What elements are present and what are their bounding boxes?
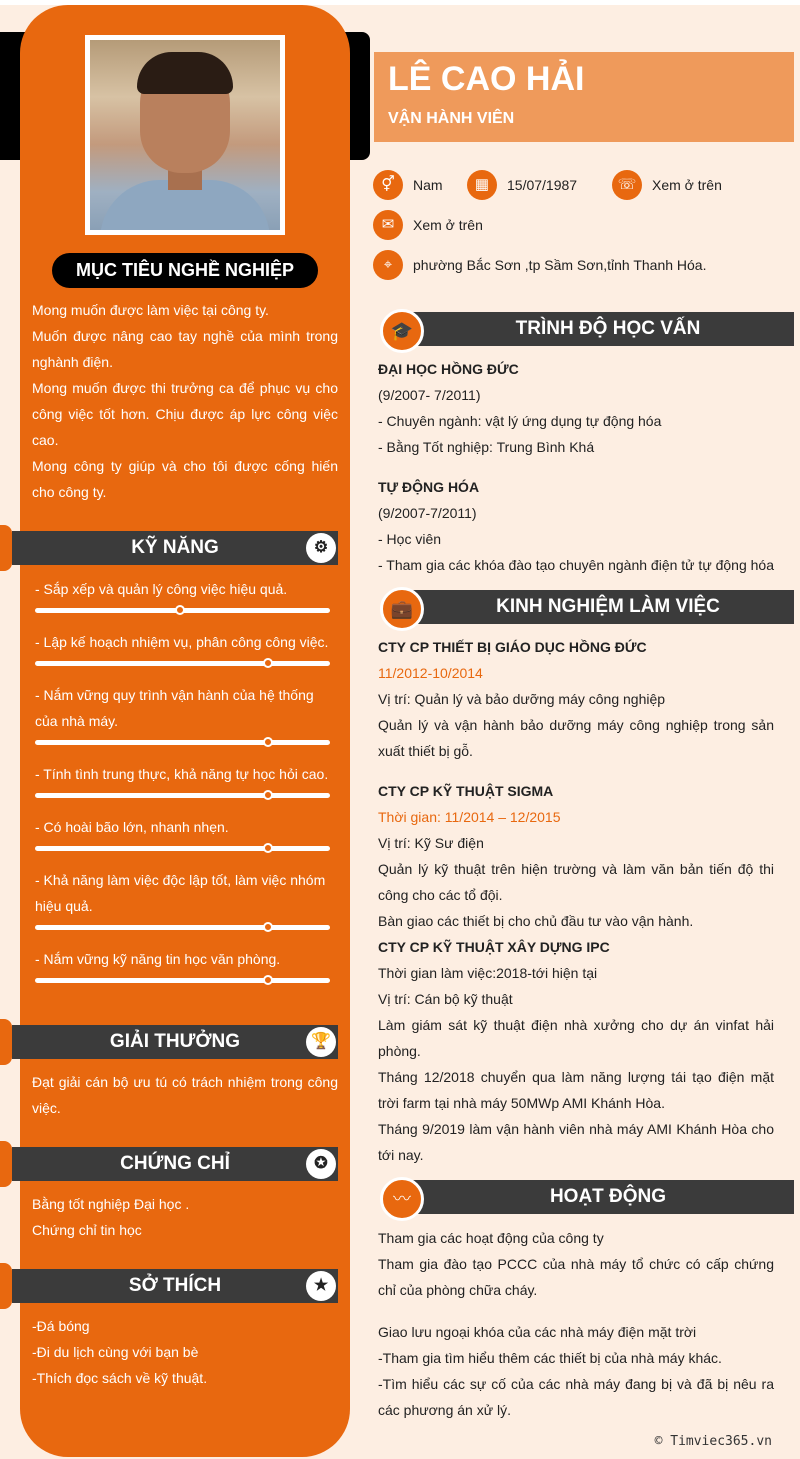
job-description: Bàn giao các thiết bị cho chủ đầu tư vào vận hành. bbox=[378, 913, 694, 929]
job-description: Quản lý kỹ thuật trên hiện trường và làm văn bản tiến độ thi công cho các tổ đội. bbox=[378, 861, 774, 903]
activity-line: -Tìm hiểu các sự cố của các nhà máy đang bị và đã bị nêu ra các phương án xử lý. bbox=[378, 1376, 774, 1418]
star-icon: ★ bbox=[306, 1271, 336, 1301]
dob-info bbox=[467, 170, 577, 200]
skills-title: KỸ NĂNG bbox=[131, 537, 219, 558]
mail-icon: ✉ bbox=[373, 210, 403, 240]
activity-line: Tham gia các hoạt động của công ty bbox=[378, 1230, 604, 1246]
school-name: ĐẠI HỌC HỒNG ĐỨC bbox=[378, 361, 519, 377]
skill-bar bbox=[35, 925, 330, 930]
phone-icon: ☏ bbox=[612, 170, 642, 200]
skill-item: - Có hoài bão lớn, nhanh nhẹn. bbox=[35, 819, 229, 835]
skill-item: - Nắm vững quy trình vận hành của hệ thống của nhà máy. bbox=[35, 687, 314, 729]
objective-title: MỤC TIÊU NGHỀ NGHIỆP bbox=[52, 253, 318, 288]
experience-header bbox=[380, 587, 794, 627]
skill-level-knob bbox=[263, 843, 273, 853]
education-header bbox=[380, 309, 794, 349]
gender-icon: ⚥ bbox=[373, 170, 403, 200]
profile-photo bbox=[85, 35, 285, 235]
pulse-icon: 〰 bbox=[380, 1177, 424, 1221]
skill-item: - Tính tình trung thực, khả năng tự học hỏi cao. bbox=[35, 766, 329, 782]
job-period: 11/2012-10/2014 bbox=[378, 665, 483, 681]
location-pin-icon: ⌖ bbox=[373, 250, 403, 280]
skill-bar bbox=[35, 978, 330, 983]
skill-item: - Lập kế hoạch nhiệm vụ, phân công công việc. bbox=[35, 634, 329, 650]
skill-level-knob bbox=[175, 605, 185, 615]
skill-item: - Khả năng làm việc độc lập tốt, làm việc nhóm hiệu quả. bbox=[35, 872, 326, 914]
email-value: Xem ở trên bbox=[413, 217, 483, 233]
footer-watermark: © Timviec365.vn bbox=[654, 1434, 772, 1449]
phone-value: Xem ở trên bbox=[652, 177, 722, 193]
graduation-cap-icon: 🎓 bbox=[380, 309, 424, 353]
company-name: CTY CP THIẾT BỊ GIÁO DỤC HỒNG ĐỨC bbox=[378, 639, 647, 655]
skill-level-knob bbox=[263, 737, 273, 747]
school-detail: - Học viên bbox=[378, 531, 442, 547]
email-info bbox=[373, 210, 483, 240]
school-period: (9/2007-7/2011) bbox=[378, 505, 477, 521]
calendar-icon: ▦ bbox=[467, 170, 497, 200]
education-section bbox=[378, 356, 774, 578]
hobby-line: -Đi du lịch cùng với bạn bè bbox=[32, 1344, 199, 1360]
skill-bar bbox=[35, 793, 330, 798]
school-detail: - Chuyên ngành: vật lý ứng dụng tự động hóa bbox=[378, 413, 662, 429]
skill-level-knob bbox=[263, 922, 273, 932]
briefcase-icon: 💼 bbox=[380, 587, 424, 631]
experience-section bbox=[378, 634, 774, 1168]
certificate-line: Bằng tốt nghiệp Đại học . bbox=[32, 1196, 190, 1212]
certificates-text bbox=[32, 1191, 338, 1243]
school-period: (9/2007- 7/2011) bbox=[378, 387, 481, 403]
activities-title: HOẠT ĐỘNG bbox=[402, 1180, 794, 1214]
hobby-line: -Thích đọc sách về kỹ thuật. bbox=[32, 1370, 208, 1386]
certificates-header bbox=[12, 1147, 338, 1181]
objective-line: Mong muốn được làm việc tại công ty. bbox=[32, 302, 269, 318]
awards-title: GIẢI THƯỞNG bbox=[109, 1031, 241, 1052]
job-description: Quản lý và vận hành bảo dưỡng máy công nghiệp trong sản xuất thiết bị gỗ. bbox=[378, 717, 774, 759]
company-name: CTY CP KỸ THUẬT XÂY DỰNG IPC bbox=[378, 939, 610, 955]
skill-level-knob bbox=[263, 790, 273, 800]
job-period: Thời gian: 11/2014 – 12/2015 bbox=[378, 809, 561, 825]
trophy-icon: 🏆 bbox=[306, 1027, 336, 1057]
skill-item: - Sắp xếp và quản lý công việc hiệu quả. bbox=[35, 581, 288, 597]
school-name: TỰ ĐỘNG HÓA bbox=[378, 479, 480, 495]
gender-value: Nam bbox=[413, 177, 443, 193]
hobbies-title: SỞ THÍCH bbox=[128, 1275, 222, 1296]
hobbies-text bbox=[32, 1313, 338, 1391]
experience-title: KINH NGHIỆM LÀM VIỆC bbox=[402, 590, 794, 624]
skill-bar bbox=[35, 661, 330, 666]
job-period: Thời gian làm việc:2018-tới hiện tại bbox=[378, 965, 598, 981]
certificate-line: Chứng chỉ tin học bbox=[32, 1222, 142, 1238]
activity-line: Tham gia đào tạo PCCC của nhà máy tổ chức có cấp chứng chỉ của phòng chữa cháy. bbox=[378, 1256, 774, 1298]
activity-line: -Tham gia tìm hiểu thêm các thiết bị của nhà máy khác. bbox=[378, 1350, 722, 1366]
activities-header bbox=[380, 1177, 794, 1217]
skill-level-knob bbox=[263, 658, 273, 668]
certificates-title: CHỨNG CHỈ bbox=[120, 1153, 230, 1174]
skill-item: - Nắm vững kỹ năng tin học văn phòng. bbox=[35, 951, 281, 967]
skill-bar bbox=[35, 740, 330, 745]
job-position: Vị trí: Cán bộ kỹ thuật bbox=[378, 991, 513, 1007]
dob-value: 15/07/1987 bbox=[507, 177, 578, 193]
education-title: TRÌNH ĐỘ HỌC VẤN bbox=[402, 312, 794, 346]
job-description: Tháng 9/2019 làm vận hành viên nhà máy AMI Khánh Hòa cho tới nay. bbox=[378, 1121, 774, 1163]
address-value: phường Bắc Sơn ,tp Sầm Sơn,tỉnh Thanh Hóa. bbox=[413, 257, 707, 273]
skill-bar bbox=[35, 846, 330, 851]
awards-text: Đạt giải cán bộ ưu tú có trách nhiệm trong công việc. bbox=[32, 1074, 338, 1116]
phone-info bbox=[612, 170, 722, 200]
company-name: CTY CP KỸ THUẬT SIGMA bbox=[378, 783, 554, 799]
avatar bbox=[90, 40, 280, 230]
objective-text bbox=[32, 297, 338, 505]
candidate-role: VẬN HÀNH VIÊN bbox=[388, 110, 515, 127]
skills-header bbox=[12, 531, 338, 565]
skill-bar bbox=[35, 608, 330, 613]
job-description: Làm giám sát kỹ thuật điện nhà xưởng cho dự án vinfat hải phòng. bbox=[378, 1017, 774, 1059]
gender-info bbox=[373, 170, 443, 200]
awards-header bbox=[12, 1025, 338, 1059]
objective-line: Mong công ty giúp và cho tôi được cống hiến cho công ty. bbox=[32, 458, 338, 500]
job-position: Vị trí: Kỹ Sư điện bbox=[378, 835, 484, 851]
name-banner bbox=[374, 52, 794, 142]
medal-icon: ✪ bbox=[306, 1149, 336, 1179]
activity-line: Giao lưu ngoại khóa của các nhà máy điện mặt trời bbox=[378, 1324, 697, 1340]
school-detail: - Tham gia các khóa đào tạo chuyên ngành điện tử tự động hóa bbox=[378, 557, 774, 573]
hobbies-header bbox=[12, 1269, 338, 1303]
gear-icon: ⚙ bbox=[306, 533, 336, 563]
candidate-name: LÊ CAO HẢI bbox=[388, 60, 585, 98]
objective-line: Muốn được nâng cao tay nghề của mình trong nghành điện. bbox=[32, 328, 338, 370]
skill-level-knob bbox=[263, 975, 273, 985]
school-detail: - Bằng Tốt nghiệp: Trung Bình Khá bbox=[378, 439, 595, 455]
objective-line: Mong muốn được thi trưởng ca để phục vụ cho công việc tốt hơn. Chịu được áp lực công việc cao. bbox=[32, 380, 338, 448]
activities-section bbox=[378, 1225, 774, 1423]
job-position: Vị trí: Quản lý và bảo dưỡng máy công nghiệp bbox=[378, 691, 666, 707]
hobby-line: -Đá bóng bbox=[32, 1318, 90, 1334]
job-description: Tháng 12/2018 chuyển qua làm năng lượng tái tạo điện mặt trời farm tại nhà máy 50MWp AMI Khánh Hòa. bbox=[378, 1069, 774, 1111]
address-info bbox=[373, 250, 707, 280]
